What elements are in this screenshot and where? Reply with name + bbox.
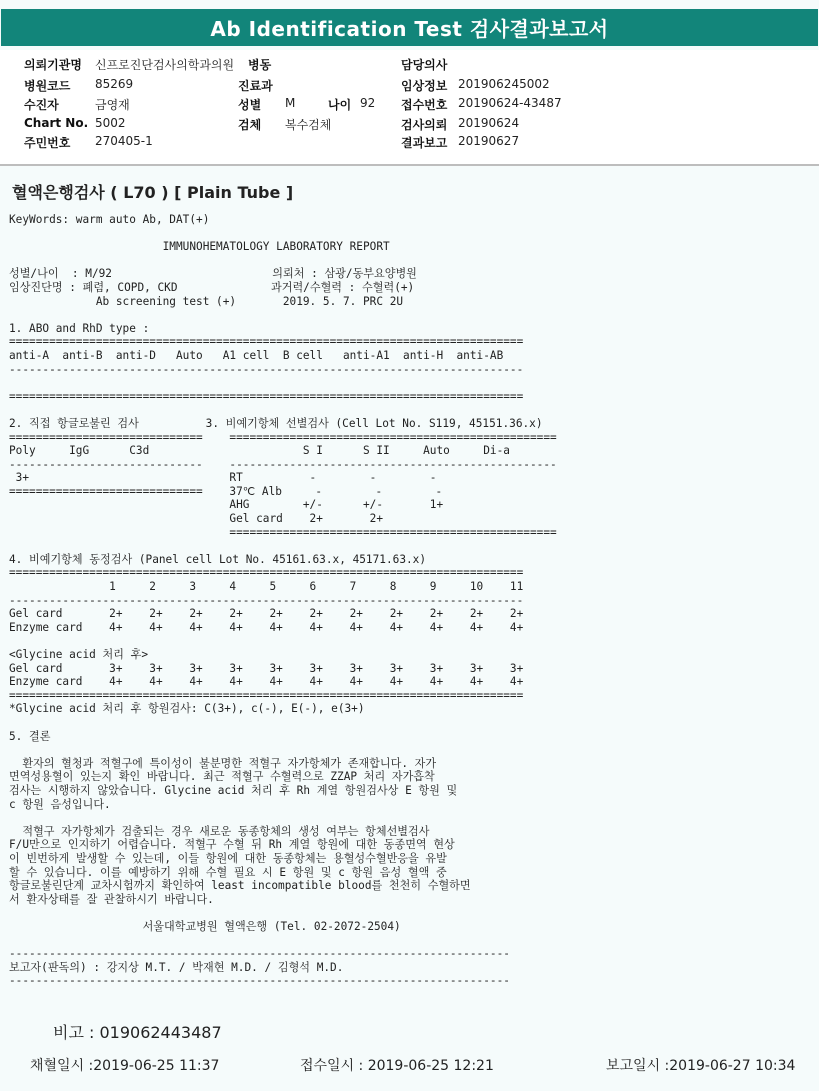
- id-no-label: 주민번호: [24, 136, 71, 150]
- patient-value: 금영재: [95, 98, 130, 112]
- receipt-no-value: 20190624-43487: [458, 96, 562, 110]
- institution-value: 신프로진단검사의학과의원: [95, 58, 235, 72]
- request-value: 20190624: [458, 116, 520, 130]
- note-text: 비고 : 019062443487: [53, 1023, 222, 1042]
- chart-no-label: Chart No.: [24, 116, 89, 130]
- report-label: 결과보고: [401, 136, 448, 150]
- chart-no-value: 5002: [95, 116, 126, 130]
- id-no-value: 270405-1: [95, 134, 153, 148]
- reported-datetime: 보고일시 :2019-06-27 10:34: [606, 1058, 796, 1074]
- hospital-code-label: 병원코드: [24, 79, 71, 93]
- receipt-no-label: 접수번호: [401, 98, 448, 112]
- received-datetime: 접수일시 : 2019-06-25 12:21: [300, 1058, 494, 1074]
- ward-label: 병동: [248, 58, 272, 72]
- collected-datetime: 채혈일시 :2019-06-25 11:37: [30, 1058, 220, 1074]
- sex-label: 성별: [238, 98, 262, 112]
- report-value: 20190627: [458, 134, 520, 148]
- report-header: [0, 50, 819, 166]
- clinical-info-label: 임상정보: [401, 79, 448, 93]
- hospital-code-value: 85269: [95, 77, 134, 91]
- doctor-label: 담당의사: [401, 58, 448, 72]
- patient-label: 수진자: [24, 98, 59, 112]
- section-title: 혈액은행검사 ( L70 ) [ Plain Tube ]: [12, 183, 294, 202]
- age-value: 92: [360, 96, 376, 110]
- specimen-label: 검체: [238, 118, 262, 132]
- age-label: 나이: [328, 98, 352, 112]
- clinical-info-value: 201906245002: [458, 77, 550, 91]
- institution-label: 의뢰기관명: [24, 58, 82, 72]
- department-label: 진료과: [238, 79, 273, 93]
- request-label: 검사의뢰: [401, 118, 448, 132]
- report-title: Ab Identification Test 검사결과보고서: [1, 9, 818, 46]
- lab-report-body: KeyWords: warm auto Ab, DAT(+) IMMUNOHEMATOLOGY LABORATORY REPORT 성별/나이 : M/92 의뢰처 : 삼광/동부요양병원 임상진단명 : 폐렴, COPD, CKD 과거력/수혈력 : 수혈력(+) Ab screening test (+) 2019. 5. 7. PRC 2U 1. ABO and RhD type : ============================================================================= anti-A anti-B anti-D Auto A1 cell B cell anti-A1 anti-H anti-AB ----------------------------------------------------------------------------- ============================================================================= 2. 직접 항글로불린 검사 3. 비예기항체 선별검사 (Cell Lot No. S119, 45151.36.x) ============================= ================================================= Poly IgG C3d S I S II Auto Di-a ----------------------------- ------------------------------------------------- 3+ RT - - - ============================= 37℃ Alb - - - AHG +/- +/- 1+ Gel card 2+ 2+ ================================================= 4. 비예기항체 동정검사 (Panel cell Lot No. 45161.63.x, 45171.63.x) ============================================================================= 1 2 3 4 5 6 7 8 9 10 11 ----------------------------------------------------------------------------- Gel card 2+ 2+ 2+ 2+ 2+ 2+ 2+ 2+ 2+ 2+ 2+ Enzyme card 4+ 4+ 4+ 4+ 4+ 4+ 4+ 4+ 4+ 4+ 4+ <Glycine acid 처리 후> Gel card 3+ 3+ 3+ 3+ 3+ 3+ 3+ 3+ 3+ 3+ 3+ Enzyme card 4+ 4+ 4+ 4+ 4+ 4+ 4+ 4+ 4+ 4+ 4+ ============================================================================= *Glycine acid 처리 후 항원검사: C(3+), c(-), E(-), e(3+) 5. 결론 환자의 혈청과 적혈구에 특이성이 불분명한 적혈구 자가항체가 존재합니다. 자가 면역성용혈이 있는지 확인 바랍니다. 최근 적혈구 수혈력으로 ZZAP 처리 자가흡착 검사는 시행하지 않았습니다. Glycine acid 처리 후 Rh 계열 항원검사상 E 항원 및 c 항원 음성입니다. 적혈구 자가항체가 검출되는 경우 새로운 동종항체의 생성 여부는 항체선별검사 F/U만으로 인지하기 어렵습니다. 적혈구 수혈 뒤 Rh 계열 항원에 대한 동종면역 현상 이 빈번하게 발생할 수 있는데, 이들 항원에 대한 동종항체는 용혈성수혈반응을 유발 할 수 있습니다. 이를 예방하기 위해 수혈 필요 시 E 항원 및 c 항원 음성 혈액 중 항글로불린단계 교차시험까지 확인하여 least incompatible blood를 천천히 수혈하면 서 환자상태를 잘 관찰하시기 바랍니다. 서울대학교병원 혈액은행 (Tel. 02-2072-2504) --------------------------------------------------------------------------- 보고자(판독의) : 강지상 M.T. / 박재현 M.D. / 김형석 M.D. ---------------------------------------------------------------------------: [9, 213, 557, 988]
- specimen-value: 복수검체: [285, 118, 332, 132]
- sex-value: M: [285, 96, 296, 110]
